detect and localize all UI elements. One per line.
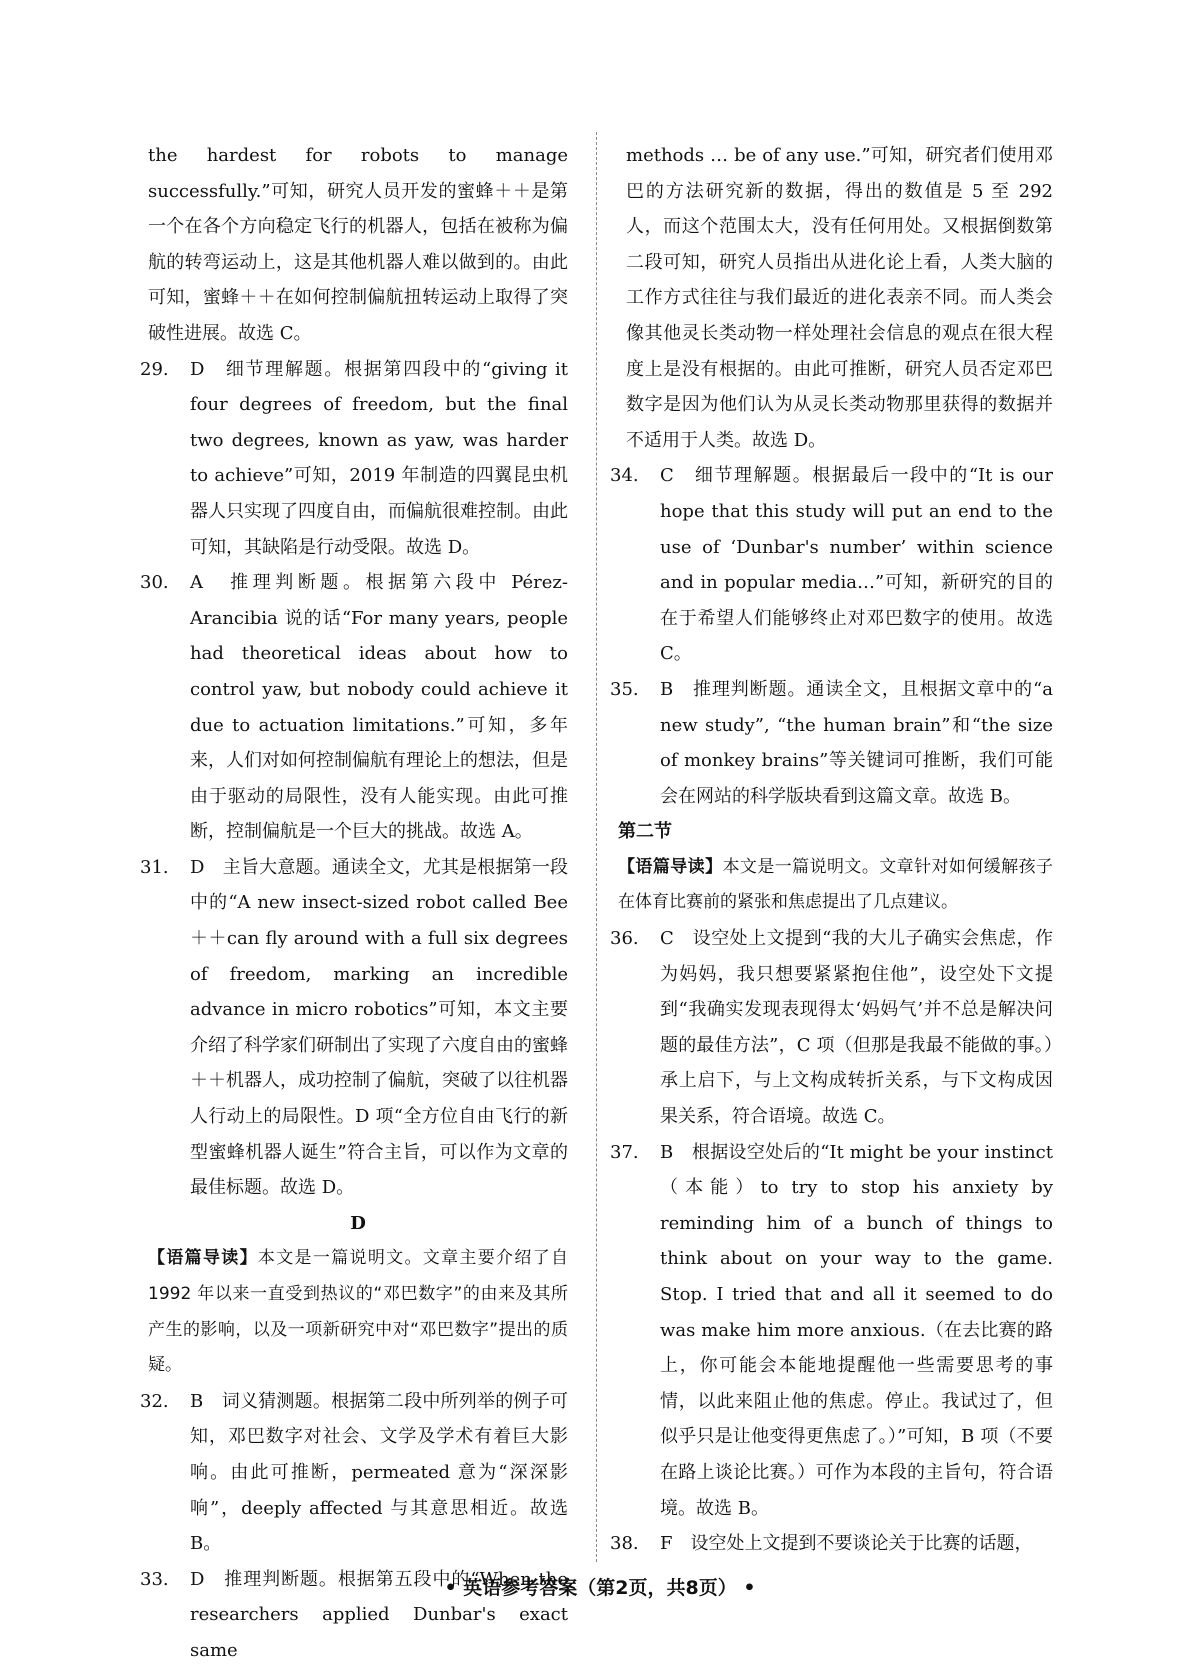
answer-text: D 细节理解题。根据第四段中的“giving it four degrees of freedom, but the final two degrees, known as yaw, was harder to achieve”可知，2019 年制造的四翼昆虫机器人只实现了四度自由，而偏航很难控制。由此可知，其缺陷是行动受限。故选 D。 (190, 358, 568, 558)
answer-31 (140, 850, 568, 1206)
question-number: 38. (610, 1533, 639, 1555)
answer-text: C 细节理解题。根据最后一段中的“It is our hope that this study will put an end to the use of ‘Dunbar's number’ within science and in popular media…”可知，新研究的目的在于希望人们能够终止对邓巴数字的使用。故选 C。 (660, 465, 1053, 665)
answer-33-continued: methods … be of any use.”可知，研究者们使用邓巴的方法研究新的数据，得出的数值是 5 至 292 人，而这个范围太大，没有任何用处。又根据倒数第二段可知，研究人员指出从进化论上看，人类大脑的工作方式往往与我们最近的进化表亲不同。而人类会像其他灵长类动物一样处理社会信息的观点在很大程度上是没有根据的。由此可推断，研究人员否定邓巴数字是因为他们认为从灵长类动物那里获得的数据并不适用于人类。故选 D。 (626, 145, 1053, 451)
question-number: 31. (140, 856, 169, 878)
intro-text: 本文是一篇说明文。文章主要介绍了自 1992 年以来一直受到热议的“邓巴数字”的由来及其所产生的影响，以及一项新研究中对“邓巴数字”提出的质疑。 (148, 1248, 569, 1376)
answer-36 (610, 921, 1053, 1135)
page-footer: • 英语参考答案（第2页，共8页） • (444, 1577, 756, 1599)
answer-text: D 推理判断题。根据第五段中的“When the researchers applied Dunbar's exact same (190, 1568, 568, 1661)
answer-text: F 设空处上文提到不要谈论关于比赛的话题， (660, 1533, 1033, 1555)
answer-text: C 设空处上文提到“我的大儿子确实会焦虑，作为妈妈，我只想要紧紧抱住他”，设空处下文提到“我确实发现表现得太‘妈妈气’并不总是解决问题的最佳方法”，C 项（但那是我最不能做的事。）承上启下，与上文构成转折关系，与下文构成因果关系，符合语境。故选 C。 (660, 928, 1053, 1128)
question-number: 29. (140, 358, 169, 380)
question-number: 36. (610, 928, 639, 950)
question-number: 34. (610, 465, 639, 487)
question-number: 33. (140, 1568, 169, 1590)
answer-text: B 推理判断题。通读全文，且根据文章中的“a new study”, “the human brain”和“the size of monkey brains”等关键词可推断，我们可能会在网站的科学版块看到这篇文章。故选 B。 (660, 678, 1053, 807)
answer-37 (610, 1135, 1053, 1527)
question-number: 30. (140, 572, 169, 594)
intro-text: 本文是一篇说明文。文章针对如何缓解孩子在体育比赛前的紧张和焦虑提出了几点建议。 (618, 856, 1053, 913)
answer-38 (610, 1526, 1053, 1562)
answer-28-continued: the hardest for robots to manage successfully.”可知，研究人员开发的蜜蜂＋＋是第一个在各个方向稳定飞行的机器人，包括在被称为偏航的转弯运动上，这是其他机器人难以做到的。由此可知，蜜蜂＋＋在如何控制偏航扭转运动上取得了突破性进展。故选 C。 (148, 145, 568, 344)
answer-text: B 词义猜测题。根据第二段中所列举的例子可知，邓巴数字对社会、文学及学术有着巨大影响。由此可推断，permeated 意为“深深影响”，deeply affected 与其意思相近。故选 B。 (190, 1390, 568, 1555)
right-column (610, 138, 1053, 1562)
answer-text: D 主旨大意题。通读全文，尤其是根据第一段中的“A new insect-sized robot called Bee＋＋can fly around with a full six degrees of freedom, marking an incredible advance in micro robotics”可知，本文主要介绍了科学家们研制出了实现了六度自由的蜜蜂＋＋机器人，成功控制了偏航，突破了以往机器人行动上的局限性。D 项“全方位自由飞行的新型蜜蜂机器人诞生”符合主旨，可以作为文章的最佳标题。故选 D。 (190, 856, 568, 1199)
answer-30 (140, 565, 568, 850)
answer-29 (140, 352, 568, 566)
answer-32 (140, 1384, 568, 1562)
answer-text: B 根据设空处后的“It might be your instinct（本能）to try to stop his anxiety by reminding him of a bunch of things to think about on your way to the game. Stop. I tried that and all it seemed to do was make him more anxious.（在去比赛的路上，你可能会本能地提醒他一些需要思考的事情，以此来阻止他的焦虑。停止。我试过了，但似乎只是让他变得更焦虑了。）”可知，B 项（不要在路上谈论比赛。）可作为本段的主旨句，符合语境。故选 B。 (660, 1141, 1053, 1519)
answer-34 (610, 458, 1053, 672)
passage-intro-2 (618, 850, 1053, 921)
answer-text: A 推理判断题。根据第六段中 Pérez-Arancibia 说的话“For many years, people had theoretical ideas about how to control yaw, but nobody could achieve it due to actuation limitations.”可知，多年来，人们对如何控制偏航有理论上的想法，但是由于驱动的局限性，没有人能实现。由此可推断，控制偏航是一个巨大的挑战。故选 A。 (190, 572, 568, 843)
question-number: 32. (140, 1390, 169, 1412)
column-divider (596, 132, 597, 1562)
question-number: 37. (610, 1141, 639, 1163)
section-heading-d: D (350, 1212, 366, 1234)
intro-tag: 【语篇导读】 (148, 1248, 258, 1269)
left-column (140, 138, 569, 1669)
question-number: 35. (610, 678, 639, 700)
answer-35 (610, 672, 1053, 814)
section-heading-2: 第二节 (618, 821, 672, 843)
intro-tag: 【语篇导读】 (618, 856, 723, 877)
passage-intro-d (148, 1241, 568, 1383)
